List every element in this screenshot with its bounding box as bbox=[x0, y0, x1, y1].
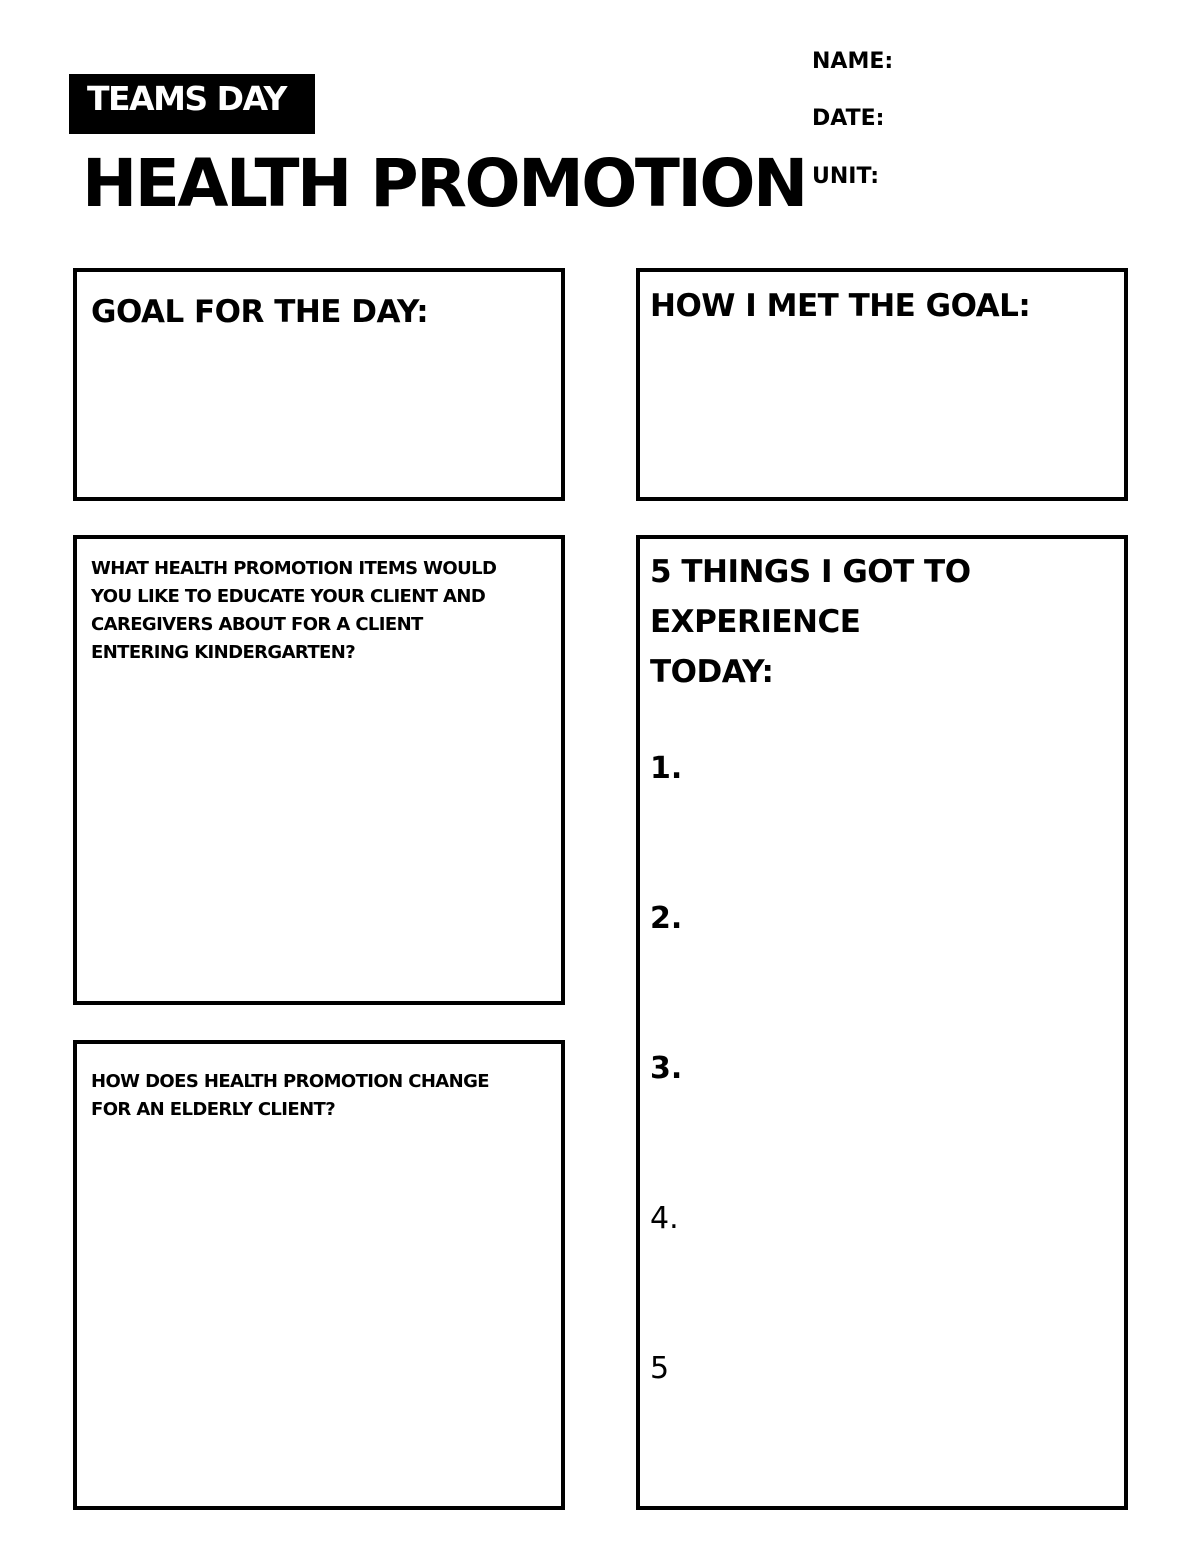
five-things-box[interactable] bbox=[636, 535, 1128, 1510]
five-things-heading-line-1: 5 THINGS I GOT TO bbox=[650, 554, 971, 590]
unit-field-label: UNIT: bbox=[812, 164, 880, 189]
page-title: HEALTH PROMOTION bbox=[82, 145, 806, 222]
five-things-heading bbox=[650, 547, 971, 697]
elderly-question-box[interactable] bbox=[73, 1040, 565, 1510]
goal-for-the-day-label: GOAL FOR THE DAY: bbox=[91, 294, 429, 330]
list-item-3: 3. bbox=[650, 1051, 683, 1086]
kindergarten-question-text: WHAT HEALTH PROMOTION ITEMS WOULD YOU LIKE TO EDUCATE YOUR CLIENT AND CAREGIVERS ABOUT FOR A CLIENT ENTERING KINDERGARTEN? bbox=[91, 558, 497, 663]
goal-for-the-day-box[interactable] bbox=[73, 268, 565, 501]
list-item-1: 1. bbox=[650, 751, 683, 786]
list-item-2: 2. bbox=[650, 901, 683, 936]
list-item-4: 4. bbox=[650, 1201, 679, 1236]
how-i-met-the-goal-label: HOW I MET THE GOAL: bbox=[650, 288, 1031, 324]
elderly-question-text: HOW DOES HEALTH PROMOTION CHANGE FOR AN ELDERLY CLIENT? bbox=[91, 1071, 489, 1120]
name-field-label: NAME: bbox=[812, 49, 894, 74]
how-i-met-the-goal-box[interactable] bbox=[636, 268, 1128, 501]
date-field-label: DATE: bbox=[812, 106, 885, 131]
five-things-heading-line-2: EXPERIENCE bbox=[650, 604, 861, 640]
five-things-heading-line-3: TODAY: bbox=[650, 654, 774, 690]
kindergarten-question-box[interactable] bbox=[73, 535, 565, 1005]
teams-day-badge: TEAMS DAY bbox=[69, 74, 315, 134]
list-item-5: 5 bbox=[650, 1351, 670, 1386]
